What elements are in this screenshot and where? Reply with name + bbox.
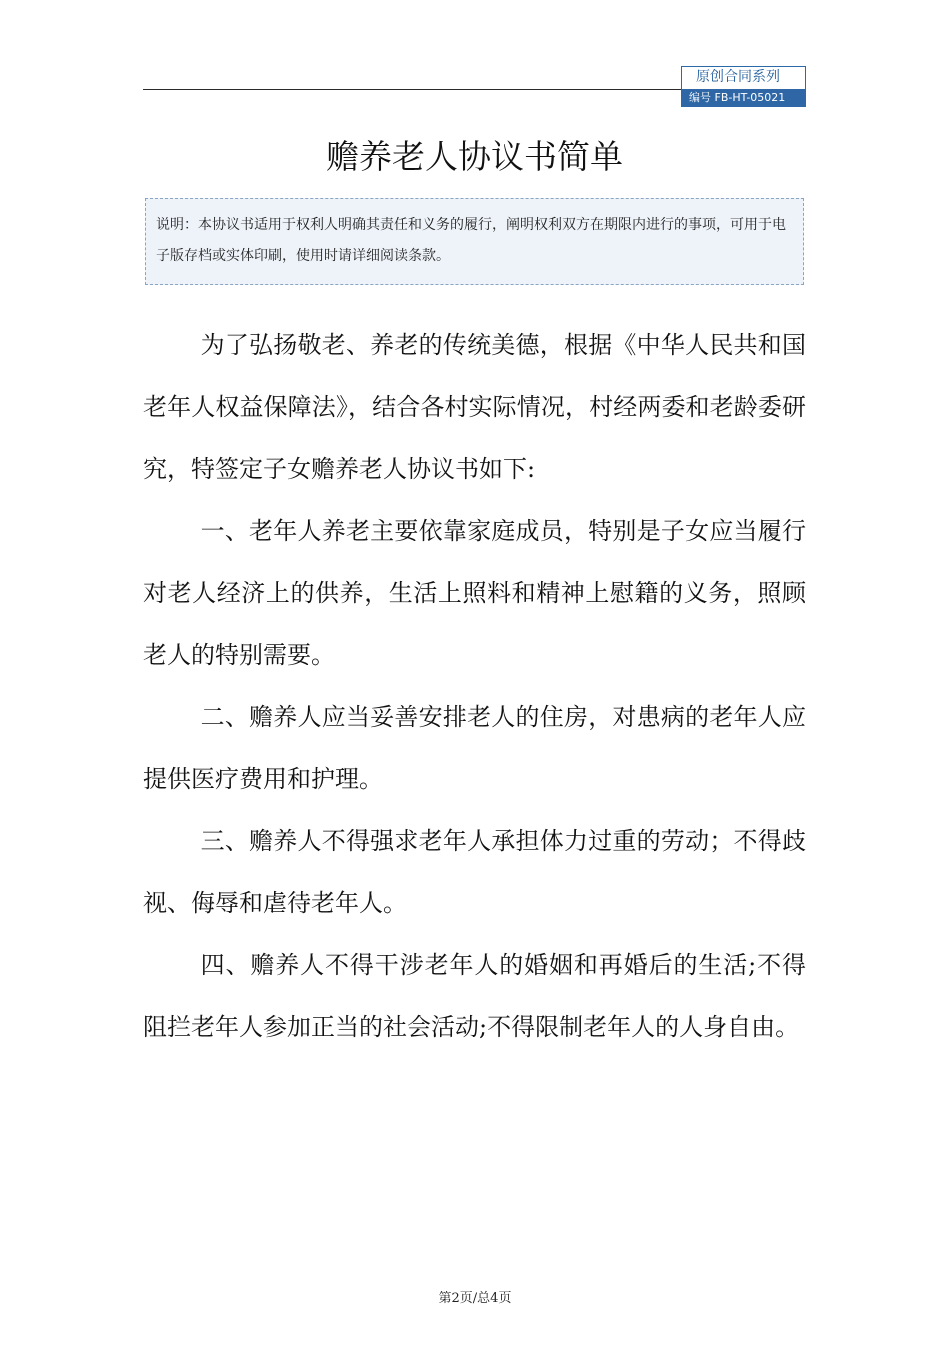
paragraph-clause-2: 二、赡养人应当妥善安排老人的住房，对患病的老年人应提供医疗费用和护理。	[143, 703, 806, 793]
document-code-badge: 编号 FB-HT-05021	[681, 89, 806, 107]
series-badge: 原创合同系列	[681, 66, 806, 89]
document-body	[143, 314, 806, 1058]
notice-box: 说明：本协议书适用于权利人明确其责任和义务的履行，阐明权利双方在期限内进行的事项，可用于电子版存档或实体印刷，使用时请详细阅读条款。	[145, 198, 804, 285]
paragraph-clause-4: 四、赡养人不得干涉老年人的婚姻和再婚后的生活;不得阻拦老年人参加正当的社会活动;不得限制老年人的人身自由。	[143, 951, 806, 1041]
paragraph-clause-3: 三、赡养人不得强求老年人承担体力过重的劳动；不得歧视、侮辱和虐待老年人。	[143, 827, 806, 917]
paragraph-clause-1: 一、老年人养老主要依靠家庭成员，特别是子女应当履行对老人经济上的供养，生活上照料和精神上慰籍的义务，照顾老人的特别需要。	[143, 517, 806, 669]
document-title: 赡养老人协议书简单	[326, 137, 623, 176]
page-indicator: 第2页/总4页	[438, 1291, 512, 1306]
paragraph-intro: 为了弘扬敬老、养老的传统美德，根据《中华人民共和国老年人权益保障法》，结合各村实际情况，村经两委和老龄委研究，特签定子女赡养老人协议书如下:	[143, 331, 806, 483]
